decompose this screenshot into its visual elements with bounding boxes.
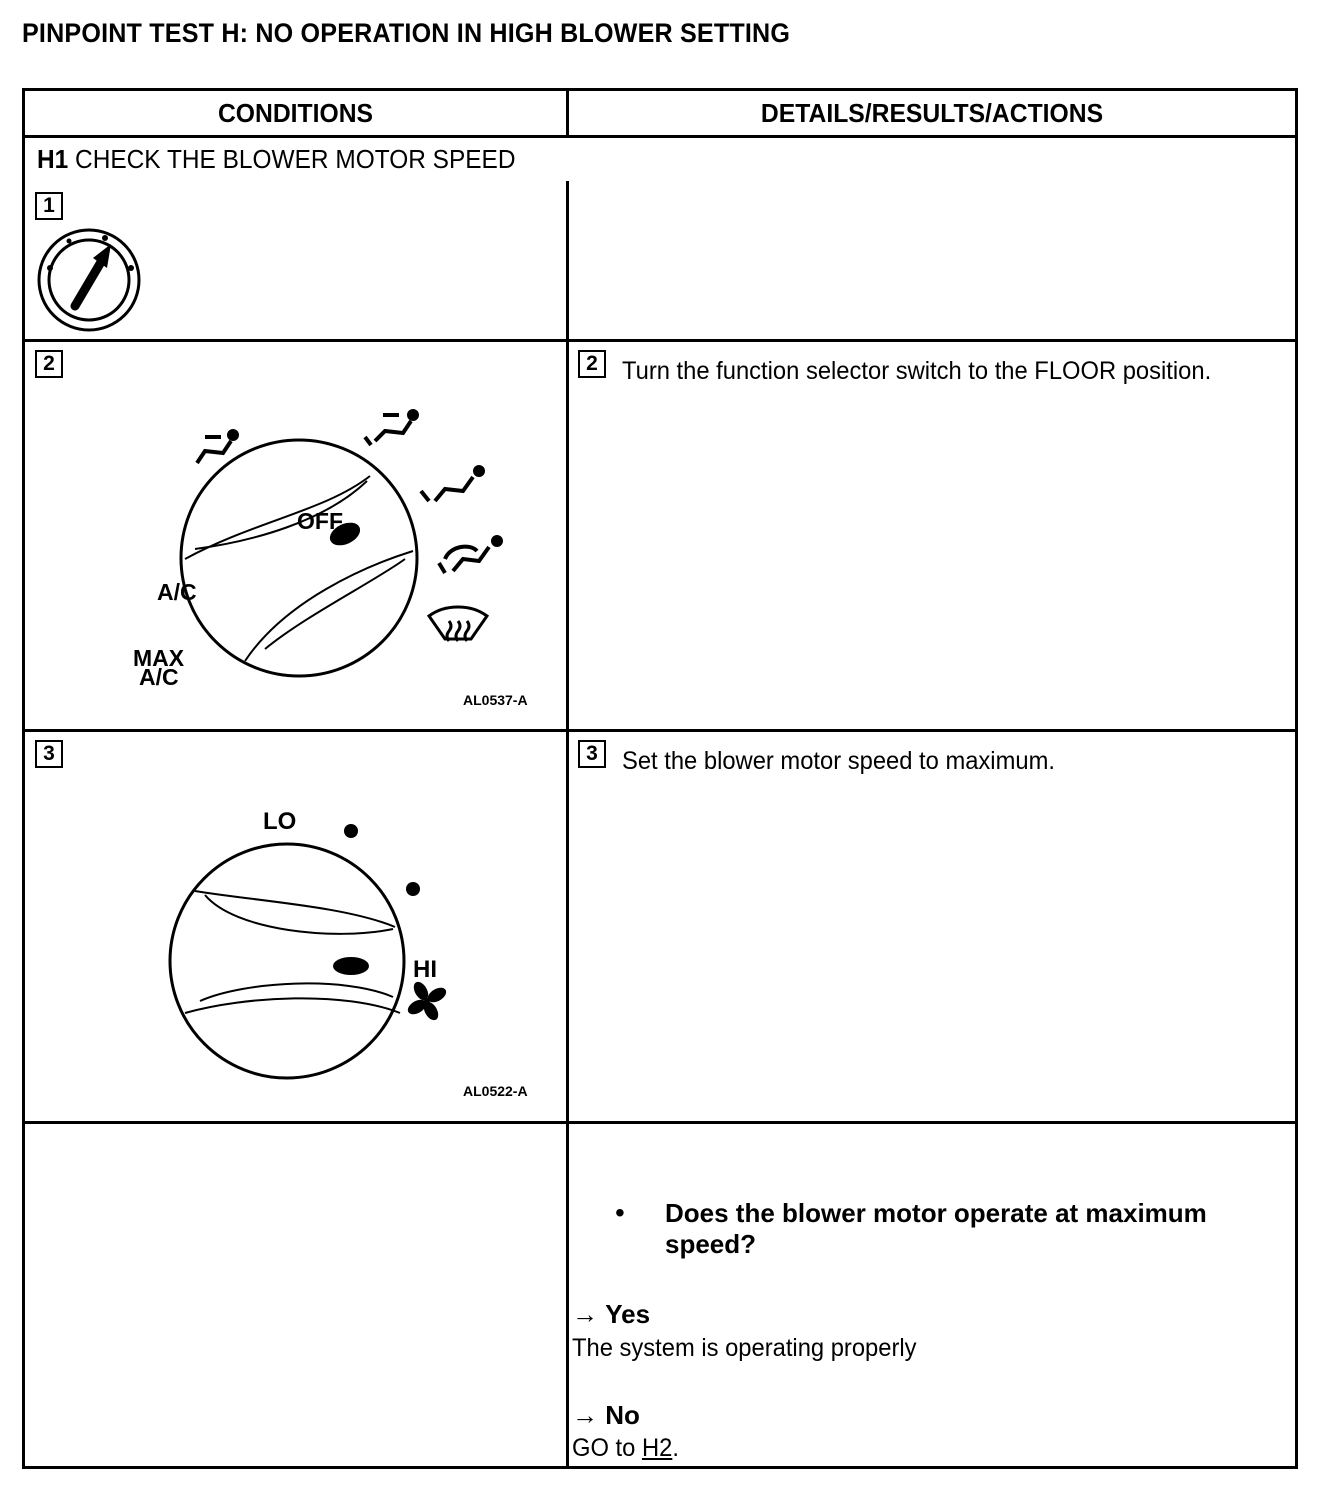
- fan-icon: [405, 979, 448, 1022]
- function-selector-figure: [105, 401, 505, 701]
- arrow-icon: →: [572, 1400, 598, 1430]
- arrow-icon: →: [572, 1299, 598, 1329]
- step-number-box: 3: [578, 740, 606, 768]
- row-divider: [25, 729, 1295, 732]
- header-details: DETAILS/RESULTS/ACTIONS: [760, 98, 1104, 128]
- row-divider: [25, 1121, 1295, 1124]
- dial-label-lo: LO: [263, 808, 297, 835]
- column-divider: [566, 91, 569, 135]
- outcome-yes: [572, 1299, 650, 1330]
- outcome-no-text: [572, 1434, 679, 1463]
- defrost-mode-icon: [429, 607, 487, 641]
- ignition-key-figure: [35, 224, 145, 336]
- outcome-yes-text: The system is operating properly: [572, 1334, 917, 1362]
- blower-speed-figure: [155, 791, 475, 1081]
- figure-label: AL0522-A: [463, 1083, 528, 1099]
- bullet-icon: •: [615, 1197, 625, 1228]
- step-2-instruction: Turn the function selector switch to the FLOOR position.: [622, 357, 1212, 385]
- page-title: PINPOINT TEST H: NO OPERATION IN HIGH BLOWER SETTING: [22, 18, 791, 48]
- outcome-no-suffix: .: [672, 1434, 679, 1462]
- figure-label: AL0537-A: [463, 692, 528, 708]
- question-text: Does the blower motor operate at maximum speed?: [665, 1198, 1207, 1259]
- step-title-text: CHECK THE BLOWER MOTOR SPEED: [75, 144, 516, 174]
- dial-label-max-ac: A/C: [139, 664, 179, 690]
- outcome-yes-label: Yes: [605, 1299, 651, 1329]
- step-number-box: 1: [35, 192, 63, 220]
- goto-h2-link[interactable]: H2: [641, 1434, 673, 1462]
- dial-label-off: OFF: [297, 508, 343, 534]
- dial-label-max: MAX: [133, 645, 185, 671]
- vent-mode-icon: [197, 431, 237, 463]
- column-divider: [566, 181, 569, 1469]
- bilevel-mode-icon: [365, 411, 417, 445]
- dial-label-ac: A/C: [157, 579, 197, 605]
- floor-mode-icon: [421, 467, 483, 501]
- dial-label-hi: HI: [413, 956, 437, 983]
- step-3-instruction: Set the blower motor speed to maximum.: [622, 747, 1055, 775]
- outcome-no-prefix: GO to: [572, 1434, 642, 1462]
- test-table: [22, 88, 1298, 1469]
- outcome-no-label: No: [605, 1400, 640, 1430]
- step-title: [37, 144, 516, 175]
- floor-defrost-mode-icon: [439, 537, 501, 573]
- ignition-switch-icon: [35, 224, 145, 336]
- step-number-box: 2: [578, 350, 606, 378]
- step-number-box: 3: [35, 740, 63, 768]
- header-conditions: CONDITIONS: [217, 98, 374, 128]
- outcome-no: [572, 1400, 640, 1431]
- row-divider: [25, 339, 1295, 342]
- step-id: H1: [37, 144, 69, 174]
- step-number-box: 2: [35, 350, 63, 378]
- row-divider: [25, 135, 1295, 138]
